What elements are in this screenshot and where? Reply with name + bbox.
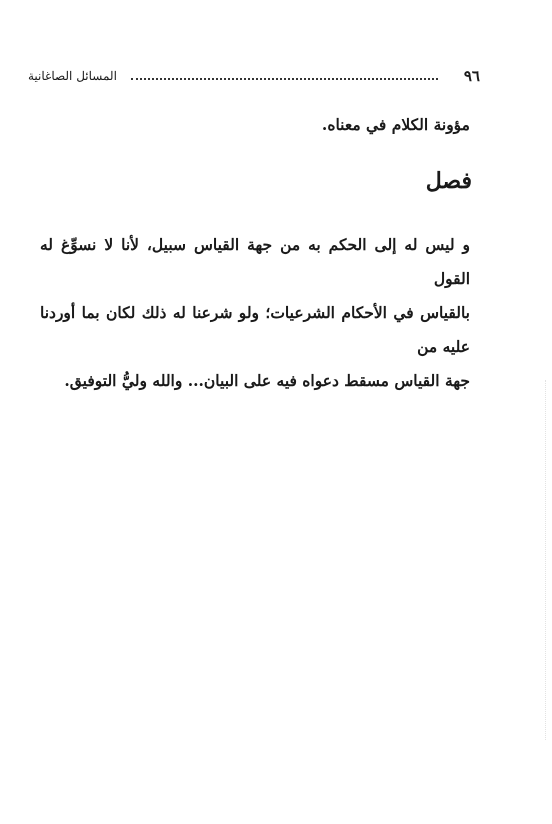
page-header — [28, 66, 480, 86]
running-title: المسائل الصاغانية — [28, 69, 117, 83]
continuation-text: مؤونة الكلام في معناه. — [321, 115, 470, 134]
paragraph — [40, 228, 470, 398]
header-dotted-leader — [131, 76, 438, 80]
paragraph-line: و ليس له إلى الحكم به من جهة القياس سبيل، لأنا لا نسوِّغ له القول — [40, 235, 470, 288]
section-heading: فصل — [425, 168, 472, 194]
paragraph-line: جهة القياس مسقط دعواه فيه على البيان... والله وليُّ التوفيق. — [64, 371, 470, 390]
page-number: ٩٦ — [463, 67, 480, 85]
show-through-marks — [543, 380, 546, 740]
paragraph-line: بالقياس في الأحكام الشرعيات؛ ولو شرعنا له ذلك لكان بما أوردنا عليه من — [40, 303, 470, 356]
